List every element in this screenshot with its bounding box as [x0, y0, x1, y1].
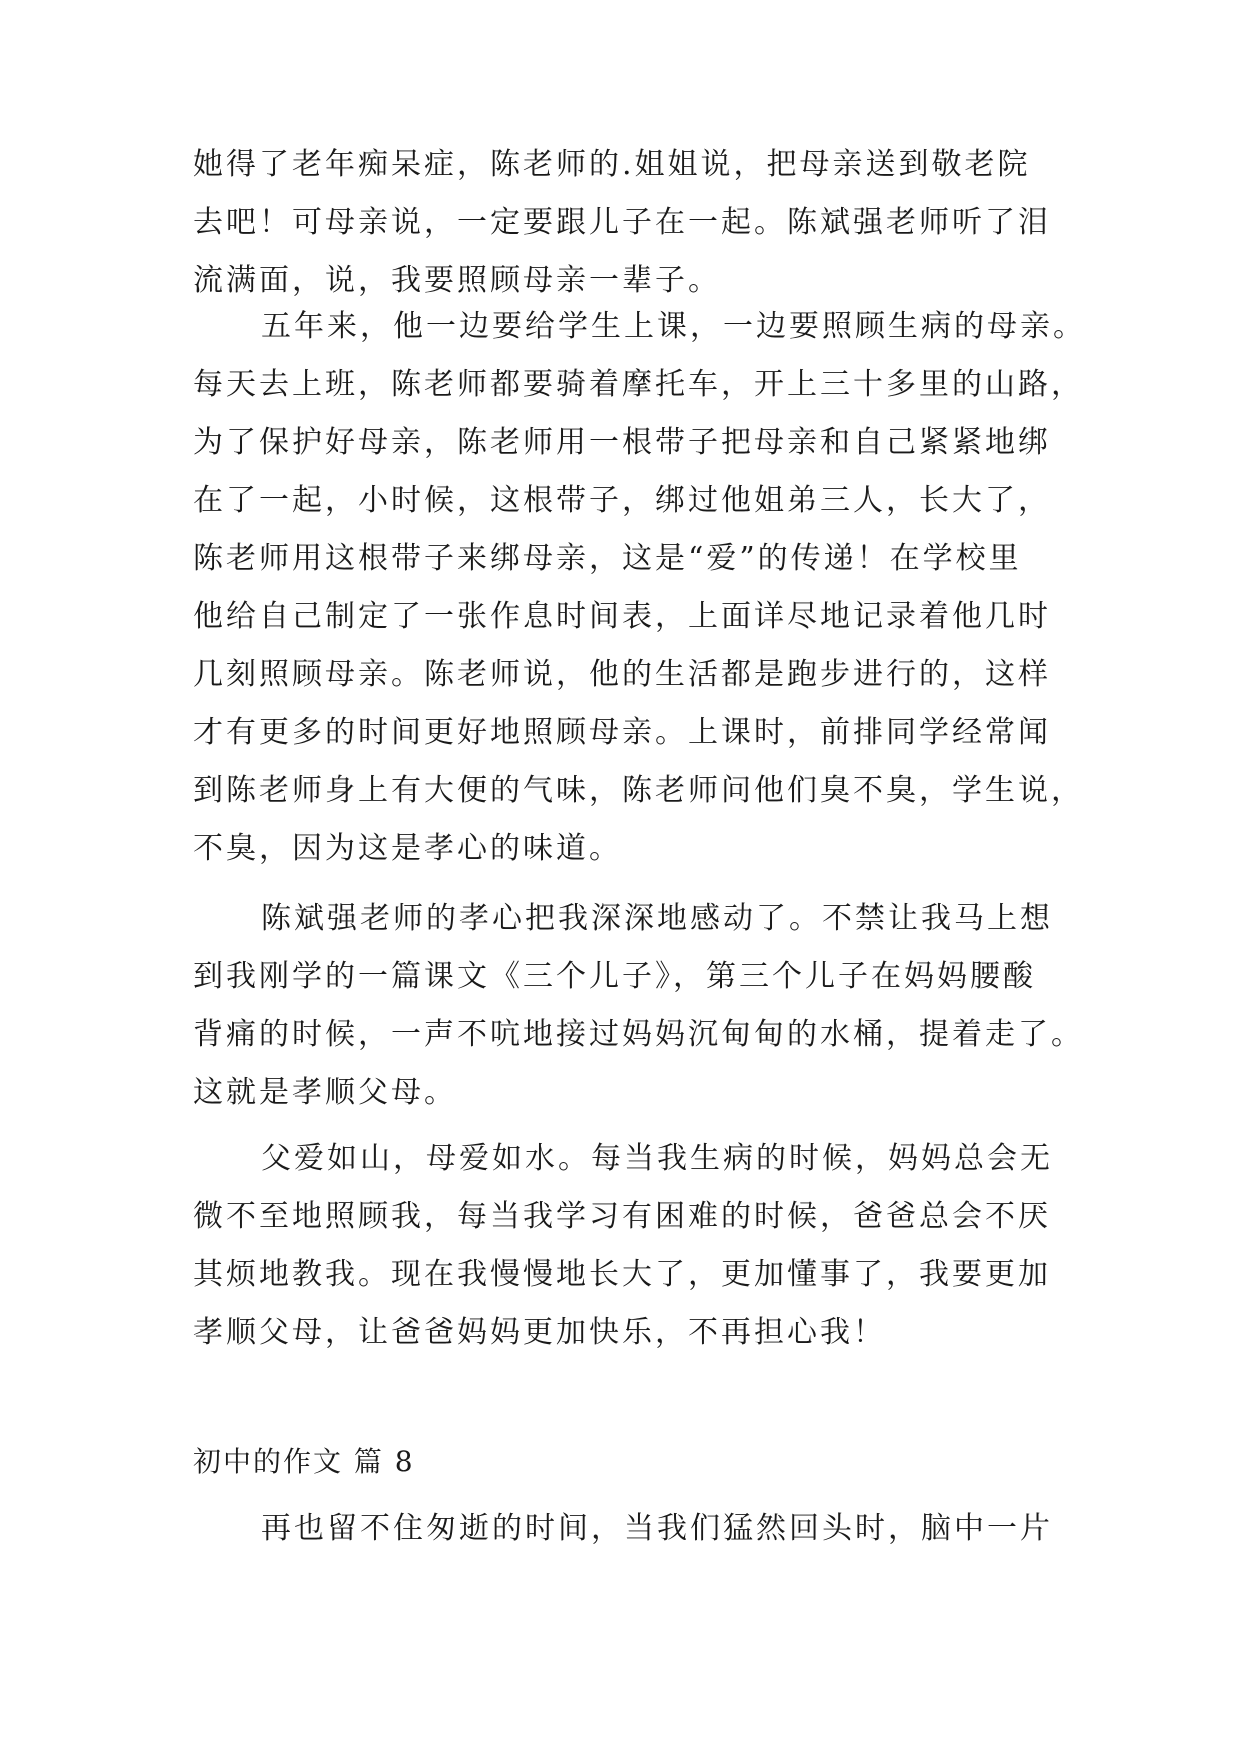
paragraph-3 [193, 890, 1084, 1122]
paragraph-1 [193, 136, 1051, 310]
paragraph-line: 几刻照顾母亲。陈老师说，他的生活都是跑步进行的，这样 [193, 657, 1051, 692]
paragraph-line: 流满面，说，我要照顾母亲一辈子。 [193, 263, 721, 298]
paragraph-line: 其烦地教我。现在我慢慢地长大了，更加懂事了，我要更加 [193, 1257, 1051, 1292]
paragraph-line: 微不至地照顾我，每当我学习有困难的时候，爸爸总会不厌 [193, 1199, 1051, 1234]
paragraph-line: 她得了老年痴呆症，陈老师的.姐姐说，把母亲送到敬老院 [193, 147, 1031, 182]
paragraph-line: 五年来，他一边要给学生上课，一边要照顾生病的母亲。 [261, 309, 1086, 344]
paragraph-line: 这就是孝顺父母。 [193, 1075, 457, 1110]
paragraph-line: 为了保护好母亲，陈老师用一根带子把母亲和自己紧紧地绑 [193, 425, 1051, 460]
paragraph-line: 孝顺父母，让爸爸妈妈更加快乐，不再担心我！ [193, 1315, 886, 1350]
paragraph-line: 不臭，因为这是孝心的味道。 [193, 831, 622, 866]
paragraph-line: 在了一起，小时候，这根带子，绑过他姐弟三人，长大了， [193, 483, 1051, 518]
paragraph-line: 父爱如山，母爱如水。每当我生病的时候，妈妈总会无 [261, 1141, 1053, 1176]
paragraph-line: 陈老师用这根带子来绑母亲，这是“爱”的传递！在学校里 [193, 541, 1022, 576]
paragraph-line: 到陈老师身上有大便的气味，陈老师问他们臭不臭，学生说， [193, 773, 1084, 808]
paragraph-line: 到我刚学的一篇课文《三个儿子》，第三个儿子在妈妈腰酸 [193, 959, 1036, 994]
paragraph-line: 去吧！可母亲说，一定要跟儿子在一起。陈斌强老师听了泪 [193, 205, 1051, 240]
paragraph-line: 才有更多的时间更好地照顾母亲。上课时，前排同学经常闻 [193, 715, 1051, 750]
paragraph-2 [193, 298, 1086, 878]
paragraph-line: 陈斌强老师的孝心把我深深地感动了。不禁让我马上想 [261, 901, 1053, 936]
section-heading: 初中的作文 篇 8 [193, 1445, 415, 1478]
paragraph-line: 背痛的时候，一声不吭地接过妈妈沉甸甸的水桶，提着走了。 [193, 1017, 1084, 1052]
paragraph-next [193, 1500, 1051, 1558]
paragraph-line: 他给自己制定了一张作息时间表，上面详尽地记录着他几时 [193, 599, 1051, 634]
paragraph-4 [193, 1130, 1051, 1362]
paragraph-line: 再也留不住匆逝的时间，当我们猛然回头时，脑中一片 [261, 1511, 1053, 1546]
paragraph-line: 每天去上班，陈老师都要骑着摩托车，开上三十多里的山路， [193, 367, 1084, 402]
